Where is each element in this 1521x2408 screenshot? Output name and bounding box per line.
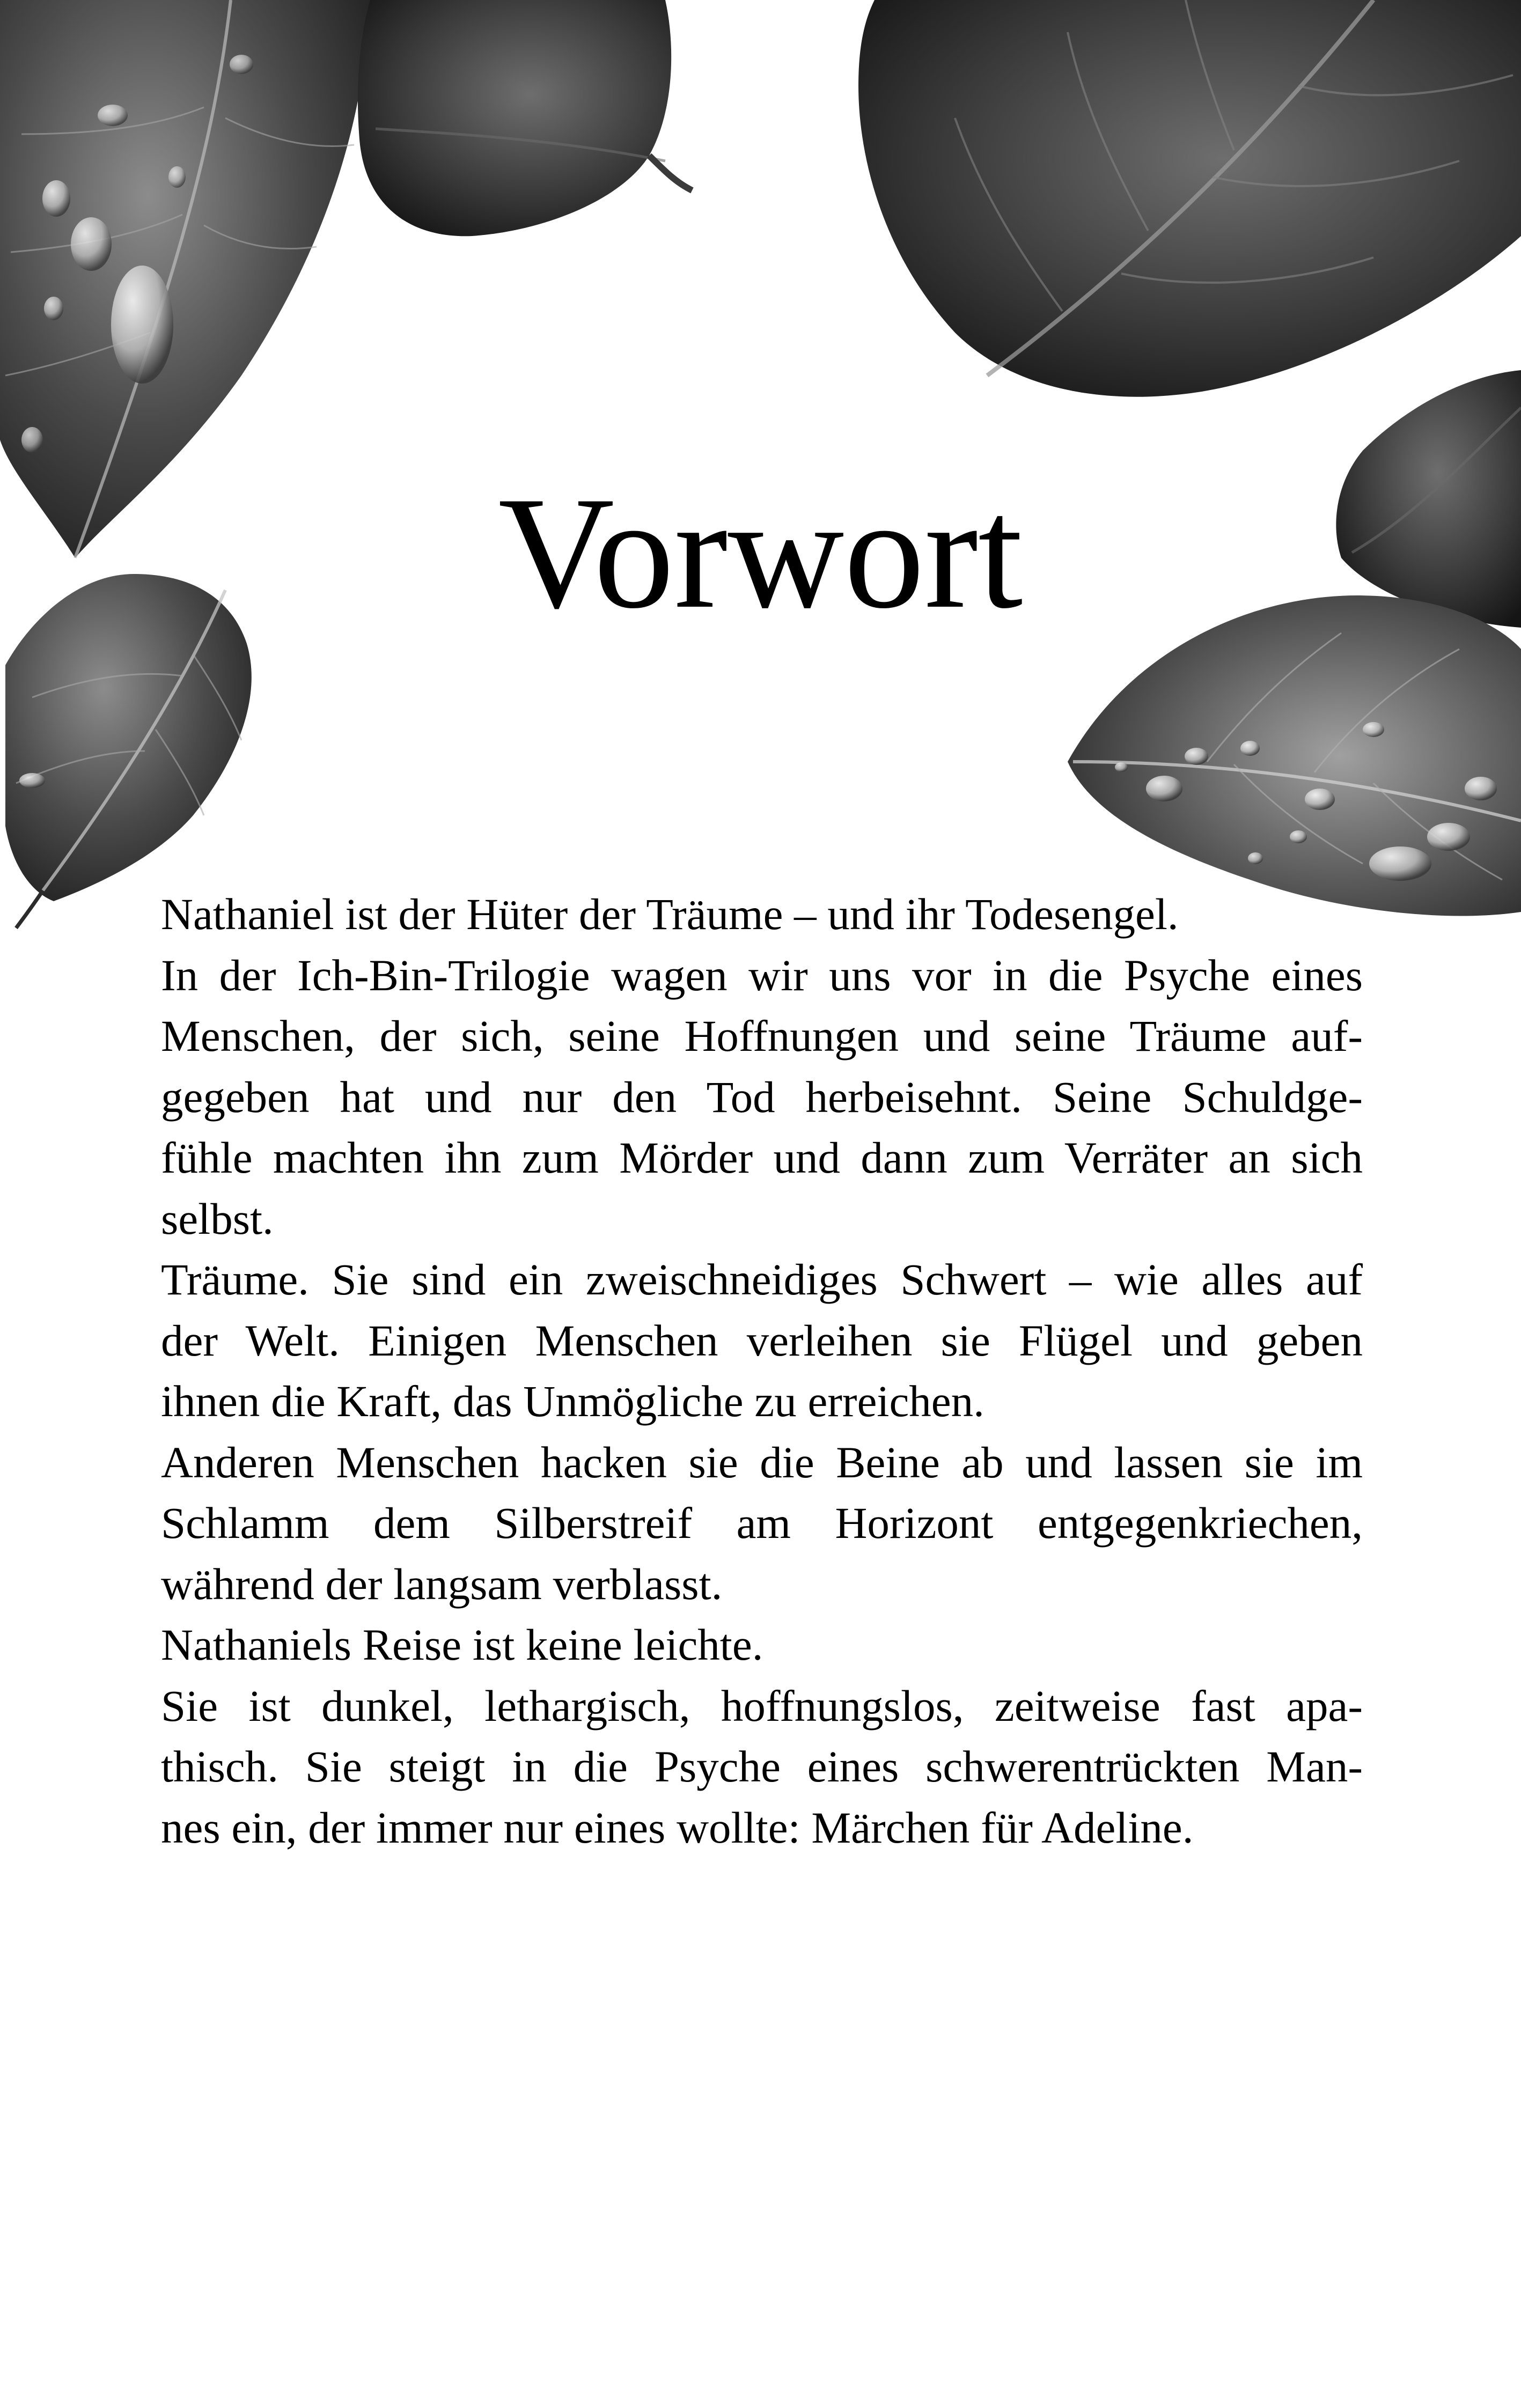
paragraph xyxy=(161,945,1363,1250)
paragraph xyxy=(161,1676,1363,1859)
text-line: ihnen die Kraft, das Unmögliche zu erreichen. xyxy=(161,1376,984,1426)
text-line: Menschen, der sich, seine Hoffnungen und seine Träume auf- xyxy=(161,1011,1363,1061)
text-line: Nathaniel ist der Hüter der Träume – und ihr Todesengel. xyxy=(161,889,1179,939)
paragraph xyxy=(161,1249,1363,1432)
text-line: Sie ist dunkel, lethargisch, hoffnungslos, zeitweise fast apa- xyxy=(161,1681,1363,1730)
text-line: In der Ich-Bin-Trilogie wagen wir uns vor in die Psyche eines xyxy=(161,950,1363,1000)
text-line: Anderen Menschen hacken sie die Beine ab und lassen sie im xyxy=(161,1437,1363,1487)
leaf-top-right xyxy=(858,0,1521,397)
text-line: gegeben hat und nur den Tod herbeisehnt. Seine Schuldge- xyxy=(161,1072,1363,1122)
text-line: thisch. Sie steigt in die Psyche eines schwerentrückten Man- xyxy=(161,1742,1363,1791)
text-line: Schlamm dem Silberstreif am Horizont entgegenkriechen, xyxy=(161,1498,1363,1548)
text-line: selbst. xyxy=(161,1194,274,1243)
leaf-top-center xyxy=(358,0,692,236)
text-line: Nathaniels Reise ist keine leichte. xyxy=(161,1620,763,1669)
paragraph xyxy=(161,1432,1363,1615)
text-line: fühle machten ihn zum Mörder und dann zum Verräter an sich xyxy=(161,1133,1363,1182)
paragraph xyxy=(161,1615,1363,1676)
text-line: Träume. Sie sind ein zweischneidiges Schwert – wie alles auf xyxy=(161,1255,1363,1304)
leaf-right-lower xyxy=(1068,595,1521,916)
text-line: während der langsam verblasst. xyxy=(161,1559,723,1609)
page-title: Vorwort xyxy=(498,463,1023,642)
text-line: der Welt. Einigen Menschen verleihen sie Flügel und geben xyxy=(161,1315,1363,1365)
body-text xyxy=(161,884,1363,1858)
text-line: nes ein, der immer nur eines wollte: Märchen für Adeline. xyxy=(161,1802,1194,1852)
paragraph xyxy=(161,884,1363,945)
